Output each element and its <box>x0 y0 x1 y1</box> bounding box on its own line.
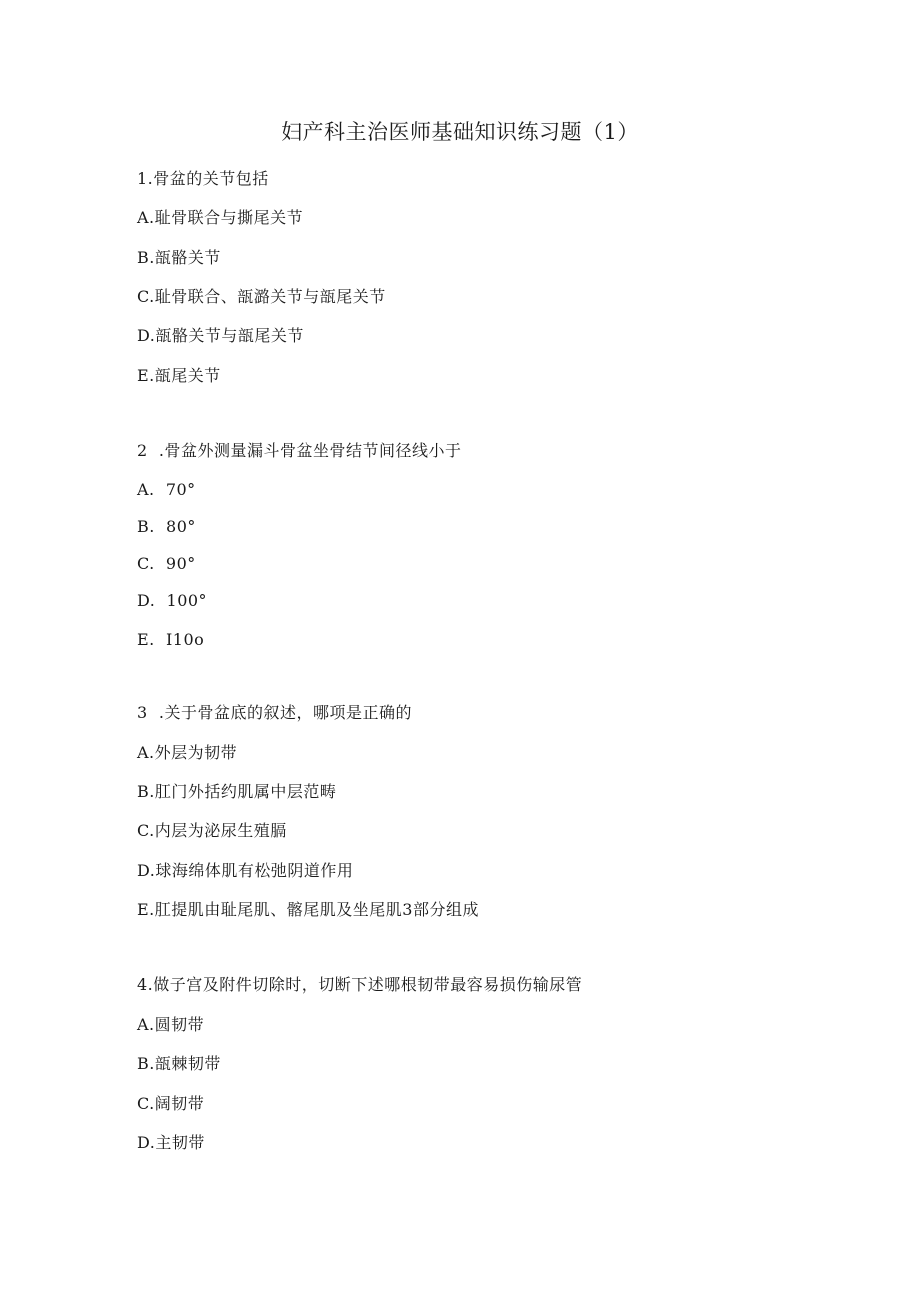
question-3-option-c: C.内层为泌尿生殖膈 <box>137 821 287 840</box>
question-4-option-b: B.瓿棘韧带 <box>137 1054 221 1073</box>
question-4-option-d: D.主韧带 <box>137 1133 205 1152</box>
document-title: 妇产科主治医师基础知识练习题（1） <box>281 120 639 144</box>
question-1-option-d: D.瓿骼关节与瓿尾关节 <box>137 326 304 345</box>
question-3-option-a: A.外层为韧带 <box>137 743 238 762</box>
question-2-option-a: A. 70° <box>137 480 196 499</box>
question-1-option-e: E.瓿尾关节 <box>137 366 221 385</box>
question-1-option-b: B.瓿骼关节 <box>137 248 221 267</box>
question-2-option-d: D. 100° <box>137 591 208 610</box>
question-1-stem: 1.骨盆的关节包括 <box>137 169 269 188</box>
question-2-stem: 2 .骨盆外测量漏斗骨盆坐骨结节间径线小于 <box>137 441 462 460</box>
question-4-option-a: A.圆韧带 <box>137 1015 205 1034</box>
question-1-option-c: C.耻骨联合、瓿潞关节与瓿尾关节 <box>137 287 386 306</box>
question-2-option-b: B. 80° <box>137 517 196 536</box>
question-3-stem: 3 .关于骨盆底的叙述，哪项是正确的 <box>137 703 412 722</box>
question-3-option-e: E.肛提肌由耻尾肌、髂尾肌及坐尾肌3部分组成 <box>137 900 479 919</box>
question-4-option-c: C.阔韧带 <box>137 1094 205 1113</box>
question-2-option-e: E. I10o <box>137 630 205 649</box>
question-3-option-d: D.球海绵体肌有松弛阴道作用 <box>137 861 354 880</box>
question-4-stem: 4.做子宫及附件切除时，切断下述哪根韧带最容易损伤输尿管 <box>137 975 583 994</box>
question-2-option-c: C. 90° <box>137 554 196 573</box>
question-1-option-a: A.耻骨联合与撕尾关节 <box>137 208 304 227</box>
question-3-option-b: B.肛门外括约肌属中层范畴 <box>137 782 337 801</box>
